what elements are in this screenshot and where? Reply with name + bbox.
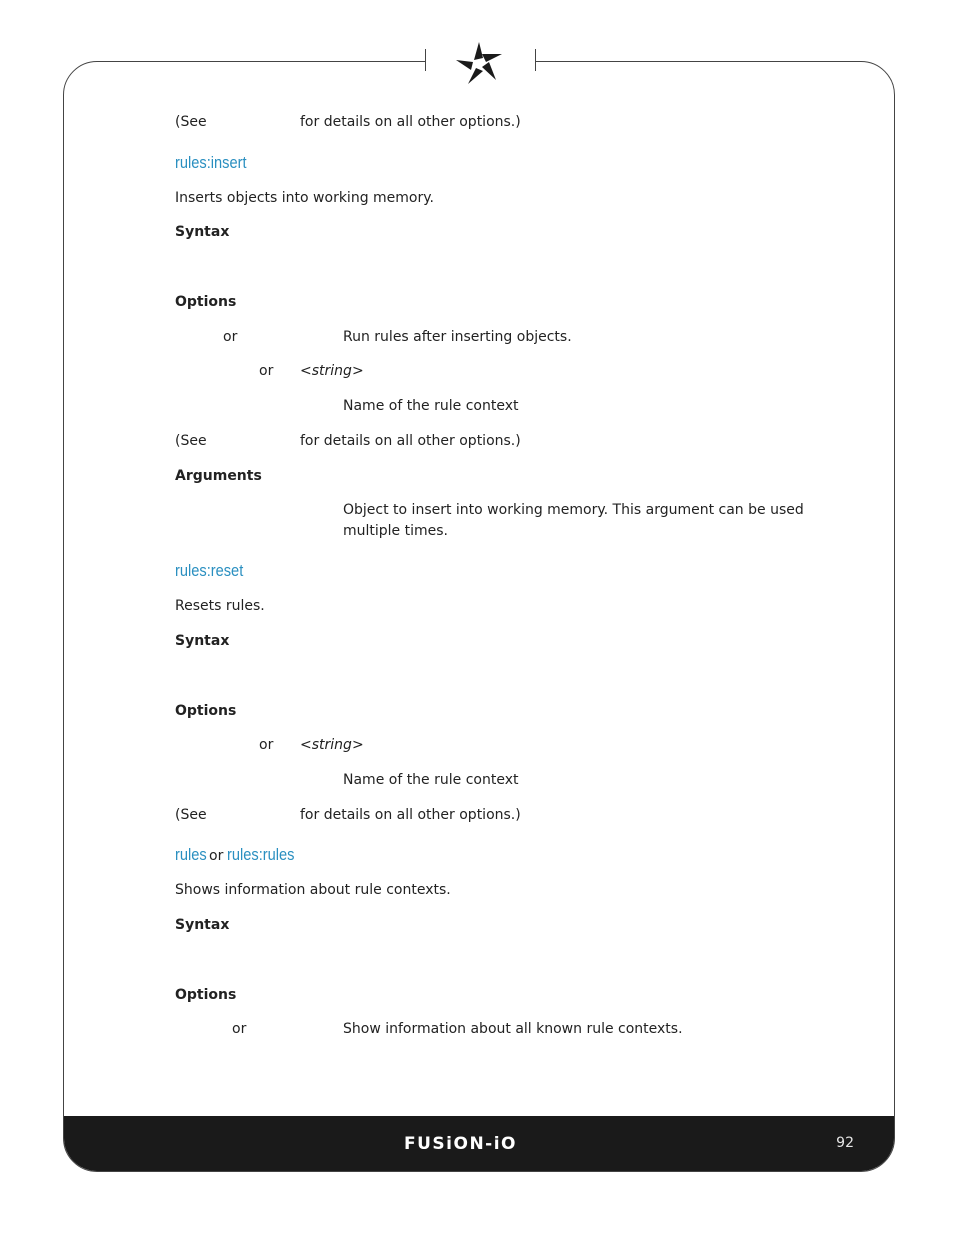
see-prefix: (See: [175, 114, 207, 130]
page-footer: [64, 1116, 894, 1171]
options-label: Options: [175, 703, 237, 719]
see-suffix: for details on all other options.): [300, 433, 521, 449]
or-word: or: [223, 329, 238, 345]
option-description: Name of the rule context: [343, 398, 519, 414]
syntax-label: Syntax: [175, 633, 230, 649]
frame-tick-left: [425, 49, 426, 71]
reset-description: Resets rules.: [175, 598, 265, 614]
options-label: Options: [175, 987, 237, 1003]
section-heading-rules: rules or rules:rules: [175, 845, 295, 864]
frame-tick-right: [535, 49, 536, 71]
options-label: Options: [175, 294, 237, 310]
see-suffix: for details on all other options.): [300, 114, 521, 130]
fusion-io-logo: [404, 1132, 556, 1154]
page-number: 92: [836, 1135, 854, 1151]
syntax-label: Syntax: [175, 917, 230, 933]
syntax-label: Syntax: [175, 224, 230, 240]
see-prefix: (See: [175, 433, 207, 449]
see-suffix: for details on all other options.): [300, 807, 521, 823]
option-description: Run rules after inserting objects.: [343, 329, 572, 345]
arguments-label: Arguments: [175, 468, 262, 484]
see-prefix: (See: [175, 807, 207, 823]
string-placeholder: <string>: [300, 737, 364, 753]
insert-description: Inserts objects into working memory.: [175, 190, 434, 206]
svg-text:FUSiON-iO: FUSiON-iO: [404, 1134, 518, 1154]
option-description: Name of the rule context: [343, 772, 519, 788]
rules-description: Shows information about rule contexts.: [175, 882, 451, 898]
argument-description: Object to insert into working memory. This argument can be used: [343, 502, 804, 518]
option-description: Show information about all known rule contexts.: [343, 1021, 683, 1037]
section-heading-reset: rules:reset: [175, 561, 244, 580]
or-word: or: [259, 737, 274, 753]
section-heading-insert: rules:insert: [175, 153, 247, 172]
string-placeholder: <string>: [300, 363, 364, 379]
or-word: or: [232, 1021, 247, 1037]
or-word: or: [259, 363, 274, 379]
star-logo-icon: [452, 40, 506, 86]
argument-description-cont: multiple times.: [343, 523, 448, 539]
